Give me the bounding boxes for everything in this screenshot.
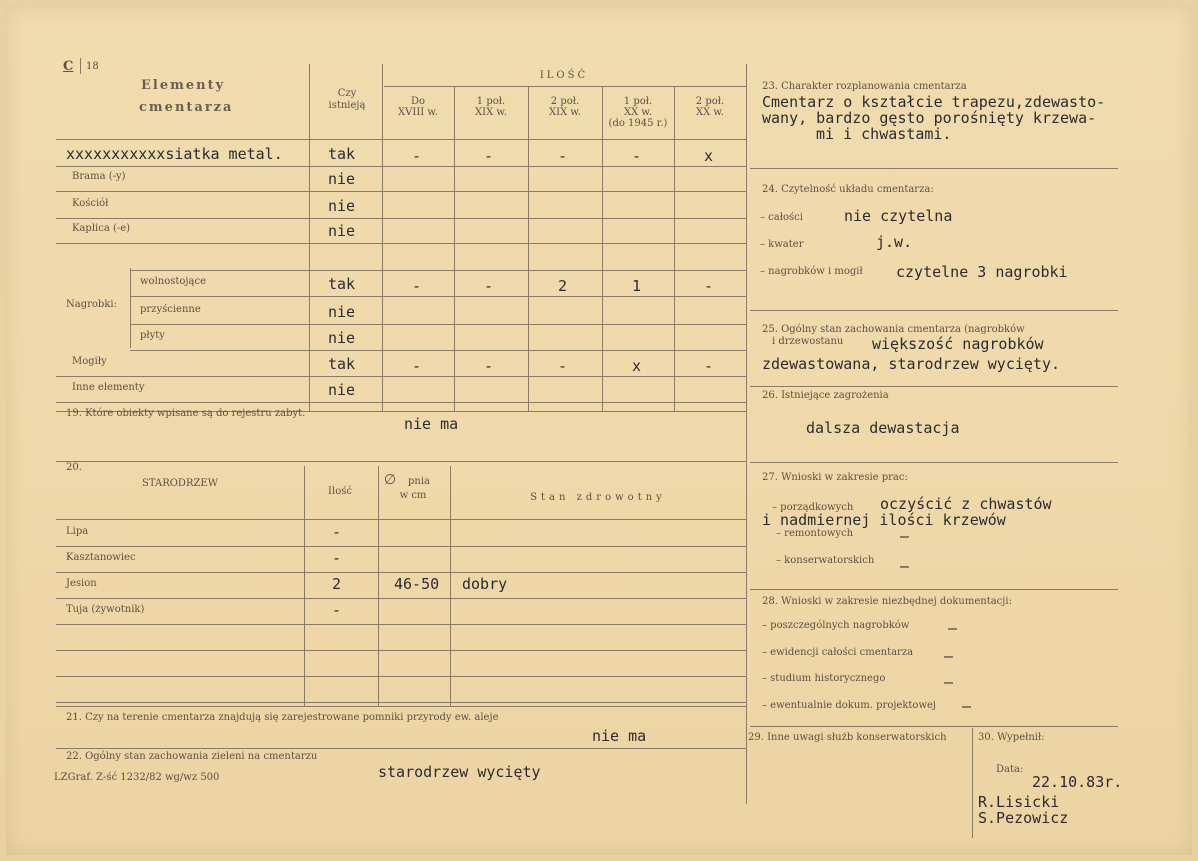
q19-answer: nie ma <box>404 415 459 433</box>
tree-row-2-health: dobry <box>462 575 508 593</box>
element-row-0-period-5: x <box>704 147 714 165</box>
element-row-exists-1: nie <box>328 170 356 188</box>
element-row-exists-3: nie <box>328 222 356 240</box>
q24-item-2-label: – kwater <box>760 239 804 250</box>
q24-item-3-answer: czytelne 3 nagrobki <box>896 263 1068 281</box>
q27-porz-answer-2: i nadmiernej ilości krzewów <box>762 511 1006 529</box>
col-health: Stan zdrowotny <box>530 492 666 503</box>
element-row-label-7: płyty <box>140 330 165 341</box>
tree-row-1-name: Kasztanowiec <box>66 552 136 563</box>
q28-item-2-answer: — <box>944 647 954 665</box>
q25-answer-2: zdewastowana, starodrzew wycięty. <box>762 355 1061 373</box>
element-row-exists-2: nie <box>328 197 356 215</box>
element-row-exists-0: tak <box>328 145 356 163</box>
col-exists-2: istnieją <box>328 100 366 111</box>
element-row-label-5: wolnostojące <box>140 276 206 287</box>
q28-item-1-answer: — <box>948 619 958 637</box>
col-exists-1: Czy <box>337 88 357 99</box>
nagrobki-label: Nagrobki: <box>66 299 117 310</box>
q23-label: 23. Charakter rozplanowania cmentarza <box>762 81 967 92</box>
element-row-5-period-4: 1 <box>632 277 642 295</box>
filler-name-1: R.Lisicki <box>978 793 1060 811</box>
row-0-typed-label: xxxxxxxxxxxsiatka metal. <box>66 145 283 163</box>
q24-label: 24. Czytelność układu cmentarza: <box>762 184 934 195</box>
period-header-1-l1: Do <box>410 96 426 107</box>
date-label: Data: <box>996 764 1024 775</box>
q24-item-3-label: – nagrobków i mogił <box>760 266 863 277</box>
print-footer: LZGraf. Z-ść 1232/82 wg/wz 500 <box>54 772 220 783</box>
q23-answer-3: mi i chwastami. <box>816 125 952 143</box>
col-diam-1: pnia <box>407 476 430 487</box>
period-header-3-l2: XIX w. <box>549 107 581 118</box>
tree-row-0-count: - <box>332 523 342 541</box>
period-header-4-l3: (do 1945 r.) <box>608 118 668 129</box>
elements-title-1: Elementy <box>141 78 226 93</box>
q27-konserw-label: – konserwatorskich <box>776 555 875 566</box>
tree-row-3-count: - <box>332 601 342 619</box>
q26-answer: dalsza dewastacja <box>806 419 960 437</box>
element-row-0-period-1: - <box>412 147 422 165</box>
period-header-5-l2: XX w. <box>696 107 724 118</box>
element-row-5-period-5: - <box>704 277 714 295</box>
element-row-label-3: Kaplica (-e) <box>72 223 131 234</box>
element-row-exists-8: tak <box>328 355 356 373</box>
tree-row-2-diam: 46-50 <box>394 575 440 593</box>
period-header-3-l1: 2 poł. <box>550 96 580 107</box>
q23-answer-1: Cmentarz o kształcie trapezu,zdewasto- <box>762 93 1106 111</box>
q25-label-2: i drzewostanu <box>772 336 844 347</box>
period-header-2-l2: XIX w. <box>475 107 507 118</box>
period-header-2-l1: 1 poł. <box>476 96 506 107</box>
element-row-8-period-2: - <box>484 357 494 375</box>
q25-answer-1: większość nagrobków <box>872 335 1044 353</box>
q28-label: 28. Wnioski w zakresie niezbędnej dokumentacji: <box>762 596 1012 607</box>
inventory-card <box>6 6 1192 855</box>
fill-date: 22.10.83r. <box>1032 773 1123 791</box>
element-row-exists-7: nie <box>328 329 356 347</box>
diameter-symbol-icon: ∅ <box>383 472 397 488</box>
period-header-4-l2: XX w. <box>624 107 652 118</box>
element-row-label-9: Inne elementy <box>72 382 145 393</box>
q28-item-3-answer: — <box>944 673 954 691</box>
element-row-exists-5: tak <box>328 275 356 293</box>
q21-label: 21. Czy na terenie cmentarza znajdują się zarejestrowane pomniki przyrody ew. aleje <box>66 712 499 723</box>
element-row-0-period-3: - <box>558 147 568 165</box>
period-header-4-l1: 1 poł. <box>623 96 653 107</box>
q22-answer: starodrzew wycięty <box>378 763 541 781</box>
element-row-5-period-2: - <box>484 277 494 295</box>
q28-item-1-label: – poszczególnych nagrobków <box>762 620 910 631</box>
q24-item-1-label: – całości <box>760 212 803 223</box>
q27-porz-label: – porządkowych <box>772 502 854 513</box>
q20-number: 20. <box>66 462 82 473</box>
q28-item-3-label: – studium historycznego <box>762 673 886 684</box>
element-row-5-period-3: 2 <box>558 277 568 295</box>
period-header-5-l1: 2 poł. <box>695 96 725 107</box>
q19-label: 19. Które obiekty wpisane są do rejestru zabyt. <box>66 408 306 419</box>
element-row-label-6: przyścienne <box>140 304 201 315</box>
q24-item-1-answer: nie czytelna <box>844 207 953 225</box>
q28-item-4-label: – ewentualnie dokum. projektowej <box>762 700 937 711</box>
element-row-label-1: Brama (-y) <box>72 171 126 182</box>
element-row-exists-6: nie <box>328 303 356 321</box>
q27-konserw-answer: — <box>900 557 910 575</box>
filler-name-2: S.Pezowicz <box>978 809 1069 827</box>
starodrzew-title: STARODRZEW <box>142 478 218 489</box>
element-row-8-period-3: - <box>558 357 568 375</box>
element-row-8-period-5: - <box>704 357 714 375</box>
q23-answer-2: wany, bardzo gęsto porośnięty krzewa- <box>762 109 1097 127</box>
q24-item-2-answer: j.w. <box>876 233 913 251</box>
element-row-label-2: Kościół <box>72 198 109 209</box>
q25-label-1: 25. Ogólny stan zachowania cmentarza (nagrobków <box>762 324 1025 335</box>
tree-row-2-count: 2 <box>332 575 342 593</box>
q21-answer: nie ma <box>592 727 647 745</box>
q26-label: 26. Istniejące zagrożenia <box>762 390 889 401</box>
elements-title-2: cmentarza <box>139 100 234 115</box>
element-row-0-period-4: - <box>632 147 642 165</box>
element-row-8-period-4: x <box>632 357 642 375</box>
element-row-label-8: Mogiły <box>72 356 107 367</box>
col-diam-2: w cm <box>399 490 427 501</box>
q28-item-2-label: – ewidencji całości cmentarza <box>762 647 914 658</box>
q29-label: 29. Inne uwagi służb konserwatorskich <box>748 732 947 743</box>
q27-porz-answer-1: oczyścić z chwastów <box>880 495 1052 513</box>
element-row-0-period-2: - <box>484 147 494 165</box>
tree-row-3-name: Tuja (żywotnik) <box>66 604 145 615</box>
tree-row-2-name: Jesion <box>66 578 97 589</box>
period-header-1-l2: XVIII w. <box>398 107 438 118</box>
q28-item-4-answer: — <box>962 697 972 715</box>
element-row-8-period-1: - <box>412 357 422 375</box>
section-letter-c: C <box>63 59 74 74</box>
q22-label: 22. Ogólny stan zachowania zieleni na cmentarzu <box>66 751 318 762</box>
q27-remont-label: – remontowych <box>776 528 854 539</box>
tree-row-1-count: - <box>332 549 342 567</box>
element-row-exists-9: nie <box>328 381 356 399</box>
element-row-5-period-1: - <box>412 277 422 295</box>
ilosc-header: ILOŚĆ <box>539 70 589 81</box>
q27-label: 27. Wnioski w zakresie prac: <box>762 472 908 483</box>
section-number: 18 <box>86 61 99 72</box>
col-count: Ilość <box>328 486 352 497</box>
q30-label: 30. Wypełnił: <box>978 732 1045 743</box>
tree-row-0-name: Lipa <box>66 526 89 537</box>
q27-remont-answer: — <box>900 527 910 545</box>
